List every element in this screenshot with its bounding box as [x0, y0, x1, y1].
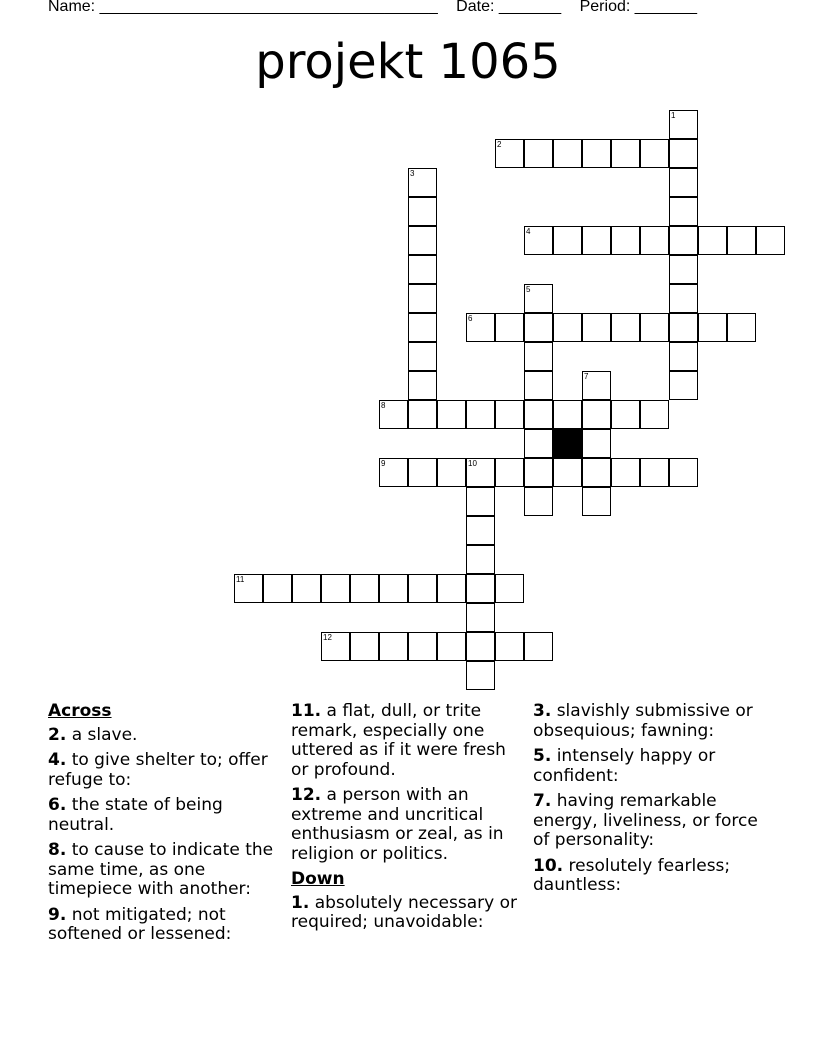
grid-cell[interactable]: [379, 400, 408, 429]
grid-cell[interactable]: [408, 197, 437, 226]
grid-cell[interactable]: [669, 458, 698, 487]
clue-number: 10: [468, 459, 477, 468]
puzzle-title: projekt 1065: [255, 34, 561, 90]
clue-number: 4: [526, 227, 531, 236]
grid-cell[interactable]: [408, 371, 437, 400]
clue-text: absolutely necessary or required; unavoidable:: [291, 892, 517, 932]
clue-number: 8.: [48, 840, 67, 860]
clue-number: 1: [671, 111, 676, 120]
grid-cell[interactable]: [669, 313, 698, 342]
grid-cell[interactable]: [553, 400, 582, 429]
clue-text: a slave.: [66, 724, 138, 745]
grid-cell[interactable]: [292, 574, 321, 603]
grid-cell[interactable]: [466, 458, 495, 487]
clue-column-2: [291, 702, 526, 939]
clue-number: 12: [323, 633, 332, 642]
clue-item: [48, 906, 280, 945]
grid-cell[interactable]: [524, 429, 553, 458]
clue-number: 9: [381, 459, 386, 468]
clue-number: 3.: [533, 701, 552, 721]
grid-cell[interactable]: [640, 400, 669, 429]
grid-cell[interactable]: [582, 429, 611, 458]
grid-cell[interactable]: [408, 226, 437, 255]
grid-cell[interactable]: [727, 226, 756, 255]
grid-cell[interactable]: [582, 313, 611, 342]
grid-cell[interactable]: [408, 574, 437, 603]
clue-number: 5: [526, 285, 531, 294]
grid-cell[interactable]: [611, 313, 640, 342]
clue-number: 7.: [533, 791, 552, 811]
grid-cell[interactable]: [408, 458, 437, 487]
grid-cell[interactable]: [727, 313, 756, 342]
grid-cell[interactable]: [495, 139, 524, 168]
clue-item: [48, 796, 280, 835]
grid-cell[interactable]: [495, 574, 524, 603]
grid-cell[interactable]: [350, 574, 379, 603]
clue-number: 10.: [533, 855, 564, 876]
clue-text: to give shelter to; offer refuge to:: [48, 750, 268, 790]
grid-cell[interactable]: [437, 400, 466, 429]
grid-cell[interactable]: [524, 139, 553, 168]
clue-item: [291, 786, 526, 864]
clue-number: 8: [381, 401, 386, 410]
grid-cell[interactable]: [466, 487, 495, 516]
grid-cell[interactable]: [524, 458, 553, 487]
grid-cell[interactable]: [379, 458, 408, 487]
grid-cell[interactable]: [669, 342, 698, 371]
grid-cell[interactable]: [466, 516, 495, 545]
clue-item: [48, 751, 280, 790]
grid-cell[interactable]: [408, 284, 437, 313]
grid-cell[interactable]: [582, 400, 611, 429]
clue-item: [291, 702, 526, 780]
clue-column-1: [48, 702, 280, 951]
period-field[interactable]: Period: _______: [579, 0, 698, 15]
grid-cell[interactable]: [582, 139, 611, 168]
clue-number: 11: [236, 575, 245, 584]
clue-number: 2.: [48, 724, 67, 745]
clue-number: 6.: [48, 795, 67, 815]
grid-cell[interactable]: [321, 574, 350, 603]
grid-cell[interactable]: [553, 139, 582, 168]
grid-cell[interactable]: [582, 458, 611, 487]
clue-number: 1.: [291, 892, 310, 913]
grid-cell[interactable]: [466, 545, 495, 574]
grid-cell[interactable]: [408, 632, 437, 661]
grid-cell[interactable]: [582, 487, 611, 516]
grid-cell[interactable]: [495, 400, 524, 429]
clue-number: 6: [468, 314, 473, 323]
grid-cell[interactable]: [669, 226, 698, 255]
grid-cell[interactable]: [437, 574, 466, 603]
grid-cell[interactable]: [263, 574, 292, 603]
grid-cell[interactable]: [408, 168, 437, 197]
clue-text: a person with an extreme and uncritical enthusiasm or zeal, as in religion or politics.: [291, 785, 504, 864]
grid-cell[interactable]: [611, 139, 640, 168]
grid-cell[interactable]: [524, 632, 553, 661]
clue-item: [48, 726, 280, 746]
clue-text: having remarkable energy, liveliness, or force of personality:: [533, 791, 758, 850]
grid-cell[interactable]: [379, 574, 408, 603]
date-field[interactable]: Date: _______: [456, 0, 562, 15]
clue-text: to cause to indicate the same time, as one timepiece with another:: [48, 840, 274, 899]
grid-cell[interactable]: [640, 313, 669, 342]
clue-number: 2: [497, 140, 502, 149]
grid-cell[interactable]: [466, 574, 495, 603]
grid-cell[interactable]: [495, 632, 524, 661]
grid-cell[interactable]: [640, 226, 669, 255]
grid-cell[interactable]: [582, 371, 611, 400]
grid-cell[interactable]: [611, 458, 640, 487]
grid-cell[interactable]: [669, 110, 698, 139]
grid-cell[interactable]: [437, 458, 466, 487]
grid-cell[interactable]: [553, 226, 582, 255]
grid-cell[interactable]: [408, 313, 437, 342]
grid-cell[interactable]: [669, 371, 698, 400]
grid-cell[interactable]: [466, 400, 495, 429]
grid-cell[interactable]: [611, 226, 640, 255]
grid-cell[interactable]: [408, 400, 437, 429]
grid-cell[interactable]: [466, 313, 495, 342]
down-heading: Down: [291, 869, 345, 889]
clue-item: [533, 857, 773, 896]
grid-cell[interactable]: [379, 632, 408, 661]
clue-text: the state of being neutral.: [48, 795, 223, 835]
grid-cell[interactable]: [553, 458, 582, 487]
clue-text: resolutely fearless; dauntless:: [533, 855, 731, 895]
grid-cell[interactable]: [350, 632, 379, 661]
clue-number: 11.: [291, 701, 322, 721]
clue-number: 9.: [48, 904, 67, 925]
name-field[interactable]: Name: ______________________________________: [48, 0, 438, 15]
grid-cell[interactable]: [582, 226, 611, 255]
clue-number: 12.: [291, 785, 322, 805]
grid-cell[interactable]: [408, 342, 437, 371]
grid-cell[interactable]: [495, 458, 524, 487]
grid-cell[interactable]: [524, 313, 553, 342]
grid-cell[interactable]: [524, 284, 553, 313]
grid-cell[interactable]: [611, 400, 640, 429]
clue-item: [291, 894, 526, 933]
clue-text: a flat, dull, or trite remark, especially one uttered as if it were fresh or profound.: [291, 701, 506, 780]
clue-text: not mitigated; not softened or lessened:: [48, 904, 232, 944]
clue-number: 4.: [48, 750, 67, 770]
grid-cell[interactable]: [669, 197, 698, 226]
grid-cell[interactable]: [669, 168, 698, 197]
grid-cell[interactable]: [234, 574, 263, 603]
clue-item: [533, 702, 773, 741]
grid-cell[interactable]: [437, 632, 466, 661]
grid-cell[interactable]: [698, 226, 727, 255]
clue-item: [48, 841, 280, 900]
grid-cell[interactable]: [466, 632, 495, 661]
grid-cell[interactable]: [669, 255, 698, 284]
clue-item: [533, 792, 773, 851]
clue-number: 3: [410, 169, 415, 178]
across-heading: Across: [48, 701, 112, 721]
clue-number: 7: [584, 372, 589, 381]
clue-column-3: [533, 702, 773, 902]
grid-cell[interactable]: [524, 371, 553, 400]
grid-cell[interactable]: [640, 139, 669, 168]
grid-cell[interactable]: [321, 632, 350, 661]
clue-text: intensely happy or confident:: [533, 746, 716, 786]
grid-cell[interactable]: [495, 313, 524, 342]
grid-cell[interactable]: [408, 255, 437, 284]
grid-cell[interactable]: [698, 313, 727, 342]
grid-cell[interactable]: [466, 661, 495, 690]
grid-cell[interactable]: [756, 226, 785, 255]
grid-cell[interactable]: [553, 313, 582, 342]
clue-number: 5.: [533, 746, 552, 766]
grid-cell[interactable]: [669, 139, 698, 168]
grid-cell[interactable]: [466, 603, 495, 632]
grid-cell[interactable]: [669, 284, 698, 313]
grid-cell[interactable]: [524, 400, 553, 429]
grid-cell[interactable]: [524, 226, 553, 255]
grid-cell[interactable]: [524, 487, 553, 516]
clue-item: [533, 747, 773, 786]
grid-cell[interactable]: [640, 458, 669, 487]
grid-block: [553, 429, 582, 458]
clue-text: slavishly submissive or obsequious; fawning:: [533, 701, 753, 741]
grid-cell[interactable]: [524, 342, 553, 371]
